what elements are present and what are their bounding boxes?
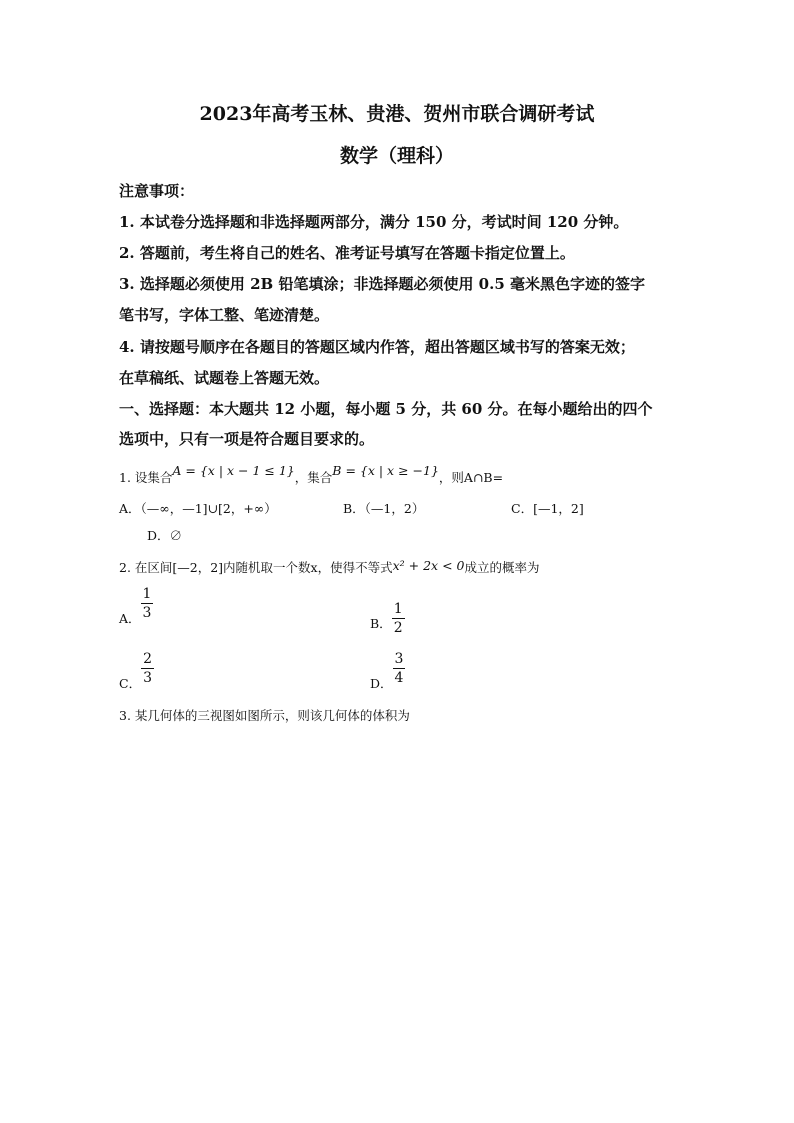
- set-b-formula: B = {x | x ≥ −1}: [332, 463, 439, 478]
- section-heading: 选项中，只有一项是符合题目要求的。: [119, 430, 375, 448]
- numerator: 2: [143, 651, 152, 667]
- question-1: [119, 463, 504, 486]
- question-1-mid: ，集合: [294, 470, 333, 485]
- option-c: C．[—1，2]: [511, 501, 584, 516]
- notice-item: 3. 选择题必须使用 2B 铅笔填涂；非选择题必须使用 0.5 毫米黑色字迹的签字: [119, 275, 645, 293]
- option-a: A．（—∞，—1]∪[2，+∞）: [119, 501, 277, 516]
- denominator: 4: [394, 670, 404, 687]
- inequality-formula: x² + 2x < 0: [392, 558, 465, 573]
- option-a-label: A．: [119, 611, 141, 627]
- option-d-label: D．: [370, 676, 393, 692]
- section-heading: 一、选择题：本大题共 12 小题，每小题 5 分，共 60 分。在每小题给出的四个: [119, 400, 653, 418]
- option-d: [370, 651, 405, 692]
- question-1-prefix: 1. 设集合: [119, 470, 173, 485]
- numerator: 3: [394, 651, 404, 667]
- option-a: [119, 586, 153, 627]
- question-1-suffix: ，则A∩B=: [438, 470, 504, 485]
- fraction: [141, 651, 154, 686]
- set-a-formula: A = {x | x − 1 ≤ 1}: [172, 463, 295, 478]
- question-2: [119, 558, 539, 576]
- notice-heading: 注意事项：: [119, 182, 195, 200]
- option-b: B．（—1，2）: [343, 501, 425, 516]
- notice-item: 4. 请按题号顺序在各题目的答题区域内作答，超出答题区域书写的答案无效；: [119, 338, 635, 356]
- option-c: [119, 651, 154, 692]
- page-subtitle: 数学（理科）: [339, 145, 454, 167]
- fraction: [393, 651, 406, 686]
- fraction: [392, 601, 405, 636]
- question-2-suffix: 成立的概率为: [464, 560, 540, 575]
- numerator: 1: [142, 586, 152, 602]
- notice-item: 1. 本试卷分选择题和非选择题两部分，满分 150 分，考试时间 120 分钟。: [119, 213, 629, 231]
- notice-item: 在草稿纸、试题卷上答题无效。: [119, 369, 330, 387]
- notice-item: 笔书写，字体工整、笔迹清楚。: [119, 306, 330, 324]
- denominator: 2: [393, 620, 403, 637]
- denominator: 3: [142, 605, 152, 622]
- option-b-label: B．: [370, 616, 392, 632]
- page-title: 2023年高考玉林、贵港、贺州市联合调研考试: [199, 103, 595, 125]
- option-d: D．∅: [147, 528, 183, 543]
- option-b: [370, 601, 405, 636]
- option-c-label: C．: [119, 676, 142, 692]
- question-3: 3. 某几何体的三视图如图所示，则该几何体的体积为: [119, 708, 410, 723]
- numerator: 1: [393, 601, 403, 617]
- fraction: [141, 586, 154, 621]
- question-2-prefix: 2. 在区间[—2，2]内随机取一个数x，使得不等式: [119, 560, 393, 575]
- denominator: 3: [143, 670, 152, 687]
- notice-item: 2. 答题前，考生将自己的姓名、准考证号填写在答题卡指定位置上。: [119, 244, 575, 262]
